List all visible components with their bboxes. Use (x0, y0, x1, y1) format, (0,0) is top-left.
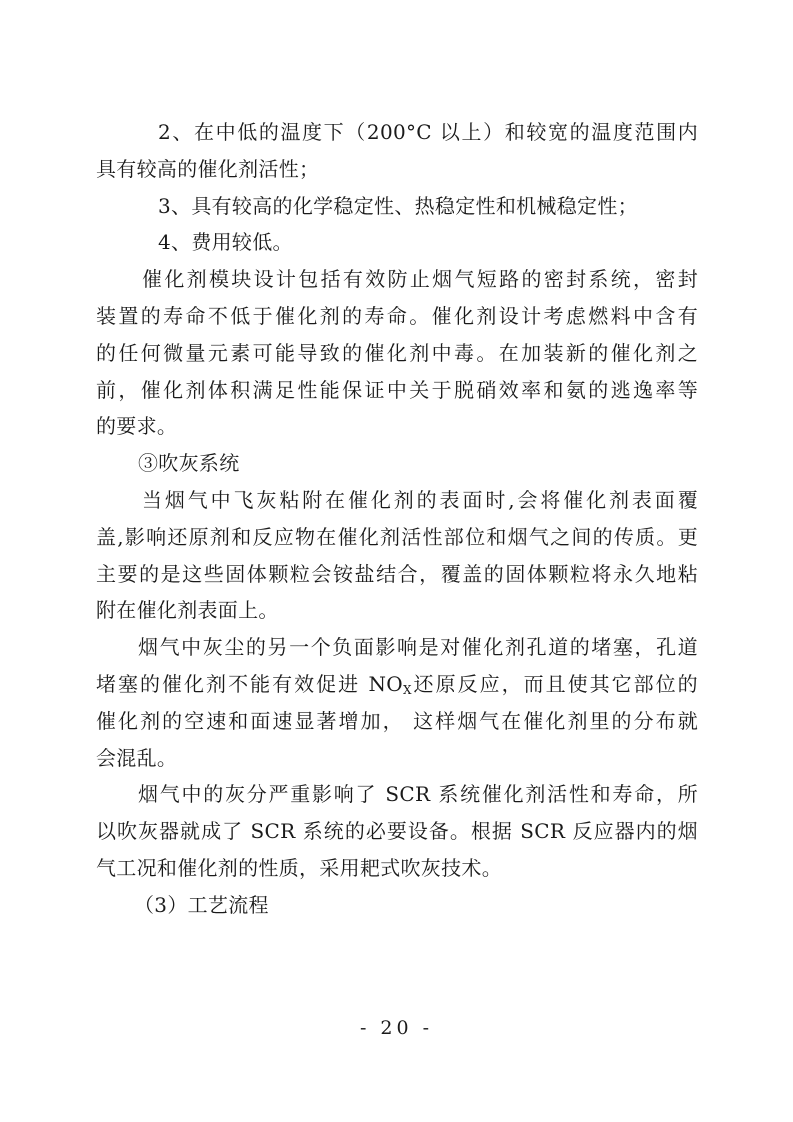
paragraph-line: 4、费用较低。 (158, 230, 293, 255)
paragraph-line: 3、具有较高的化学稳定性、热稳定性和机械稳定性； (158, 193, 638, 218)
paragraph-line: 烟气中灰尘的另一个负面影响是对催化剂孔道的堵塞，孔道 (138, 635, 698, 660)
line-text: 堵塞的催化剂不能有效促进 NO (96, 671, 403, 696)
paragraph-line: 的要求。 (96, 414, 178, 439)
paragraph-line: 装置的寿命不低于催化剂的寿命。催化剂设计考虑燃料中含有 (96, 303, 698, 328)
paragraph-line: 会混乱。 (96, 745, 178, 770)
paragraph-line: 以吹灰器就成了 SCR 系统的必要设备。根据 SCR 反应器内的烟 (96, 819, 698, 844)
paragraph-line: 具有较高的催化剂活性； (96, 156, 320, 181)
paragraph-line: 烟气中的灰分严重影响了 SCR 系统催化剂活性和寿命，所 (138, 782, 698, 807)
section-heading: （3）工艺流程 (134, 892, 269, 917)
paragraph-line: 前，催化剂体积满足性能保证中关于脱硝效率和氨的逃逸率等 (96, 377, 698, 402)
paragraph-line: 催化剂模块设计包括有效防止烟气短路的密封系统，密封 (142, 267, 698, 292)
paragraph-line: 气工况和催化剂的性质，采用耙式吹灰技术。 (96, 855, 502, 880)
document-body (96, 114, 698, 924)
paragraph-line: 2、在中低的温度下（200°C 以上）和较宽的温度范围内 (158, 120, 698, 144)
page-number: - 20 - (359, 1017, 434, 1039)
paragraph-line: 催化剂的空速和面速显著增加， 这样烟气在催化剂里的分布就 (96, 708, 698, 733)
paragraph-line: 的任何微量元素可能导致的催化剂中毒。在加装新的催化剂之 (96, 340, 698, 365)
paragraph-line: 当烟气中飞灰粘附在催化剂的表面时,会将催化剂表面覆 (142, 487, 698, 512)
section-heading: ③吹灰系统 (138, 451, 240, 476)
paragraph-line (96, 666, 698, 703)
paragraph-line: 主要的是这些固体颗粒会铵盐结合，覆盖的固体颗粒将永久地粘 (96, 561, 698, 586)
line-text: 还原反应，而且使其它部位的 (411, 671, 698, 696)
subscript-x: X (403, 682, 412, 697)
paragraph-line: 附在催化剂表面上。 (96, 598, 279, 623)
paragraph-line: 盖,影响还原剂和反应物在催化剂活性部位和烟气之间的传质。更 (96, 524, 698, 549)
